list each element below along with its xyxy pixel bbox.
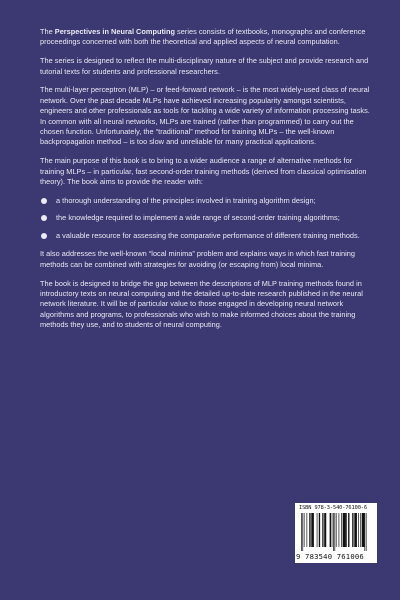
barcode-bar (317, 513, 318, 547)
series-name: Perspectives in Neural Computing (54, 27, 175, 36)
closing-paragraph: The book is designed to bridge the gap between the descriptions of MLP training methods found in introductory texts on neural computing and the detailed up-to-date research published in the neural network literature. It will be of particular value to those engaged in developing neural network algorithms and programs, to professionals who wish to make informed choices about the training methods they use, and to students of neural computing. (40, 278, 363, 330)
aims-list-item (40, 196, 378, 206)
barcode-bar (355, 513, 357, 547)
barcode-bar (366, 513, 367, 551)
barcode-bar (334, 513, 335, 551)
barcode-bar (319, 513, 320, 547)
isbn-label: ISBN 978-3-540-76100-6 (299, 505, 367, 511)
aims-item-text: a thorough understanding of the principles involved in training algorithm design; (56, 195, 316, 205)
barcode-bar (313, 513, 314, 547)
barcode-bar (343, 513, 346, 547)
barcode-bar (302, 513, 303, 551)
intro-after: series consists of textbooks, monographs and conference proceedings concerned with both the theoretical and applied aspects of neural computation. (40, 27, 366, 47)
mlp-paragraph: The multi-layer perceptron (MLP) – or feed-forward network – is the most widely-used class of neural network. Over the past decade MLPs have achieved increasing popularity amongst scientists, engineers and other professionals as tools for tackling a wide variety of information processing tasks. In common with all neural networks, MLPs are trained (rather than programmed) to carry out the chosen function. Unfortunately, the “traditional” method for training MLPs – the well-known backpropagation method – is too slow and unreliable for many practical applications. (40, 85, 370, 147)
intro-before: The (40, 27, 55, 36)
barcode-bar (358, 513, 359, 547)
aims-item-text: a valuable resource for assessing the comparative performance of different training methods. (56, 230, 360, 240)
barcode-digits: 9 783540 761006 (296, 552, 364, 561)
barcode-bar (336, 513, 337, 547)
series-paragraph: The series is designed to reflect the multi-disciplinary nature of the subject and provide research and tutorial texts for students and professional researchers. (40, 56, 369, 76)
aims-list (40, 196, 378, 241)
aims-list-item (40, 213, 378, 223)
barcode-bar (341, 513, 342, 547)
bullet-icon (41, 233, 47, 239)
bullet-icon (41, 215, 47, 221)
barcode-bar (304, 513, 305, 547)
barcode-bar (301, 513, 302, 551)
barcode-bar (362, 513, 365, 547)
barcode-icon (301, 513, 371, 551)
barcode-bar (307, 513, 308, 547)
barcode-bar (339, 513, 340, 547)
barcode-bar (364, 513, 365, 551)
barcode-bar (332, 513, 333, 547)
barcode-bar (348, 513, 349, 547)
local-minima-paragraph: It also addresses the well-known “local minima” problem and explains ways in which fast training methods can be combined with strategies for avoiding (or escaping from) local minima. (40, 249, 355, 269)
intro-paragraph (40, 27, 378, 48)
barcode-bar (324, 513, 326, 547)
aims-item-text: the knowledge required to implement a wide range of second-order training algorithms; (56, 213, 340, 223)
blurb-text (40, 27, 378, 339)
barcode-bar (322, 513, 323, 547)
barcode-bar (309, 513, 310, 547)
barcode-bar (345, 513, 346, 547)
barcode-bar (360, 513, 361, 547)
barcode-bar (330, 513, 331, 547)
isbn-barcode (295, 503, 377, 563)
barcode-bar (323, 513, 324, 547)
aims-list-item (40, 231, 378, 241)
bullet-icon (41, 198, 47, 204)
barcode-bar (354, 513, 355, 547)
barcode-bar (333, 513, 334, 551)
purpose-paragraph: The main purpose of this book is to bring to a wider audience a range of alternative methods for training MLPs – in particular, fast second-order training methods (derived from classical optimisation theory). The book aims to provide the reader with: (40, 156, 367, 187)
barcode-bar (352, 513, 353, 547)
barcode-bar (311, 513, 313, 547)
